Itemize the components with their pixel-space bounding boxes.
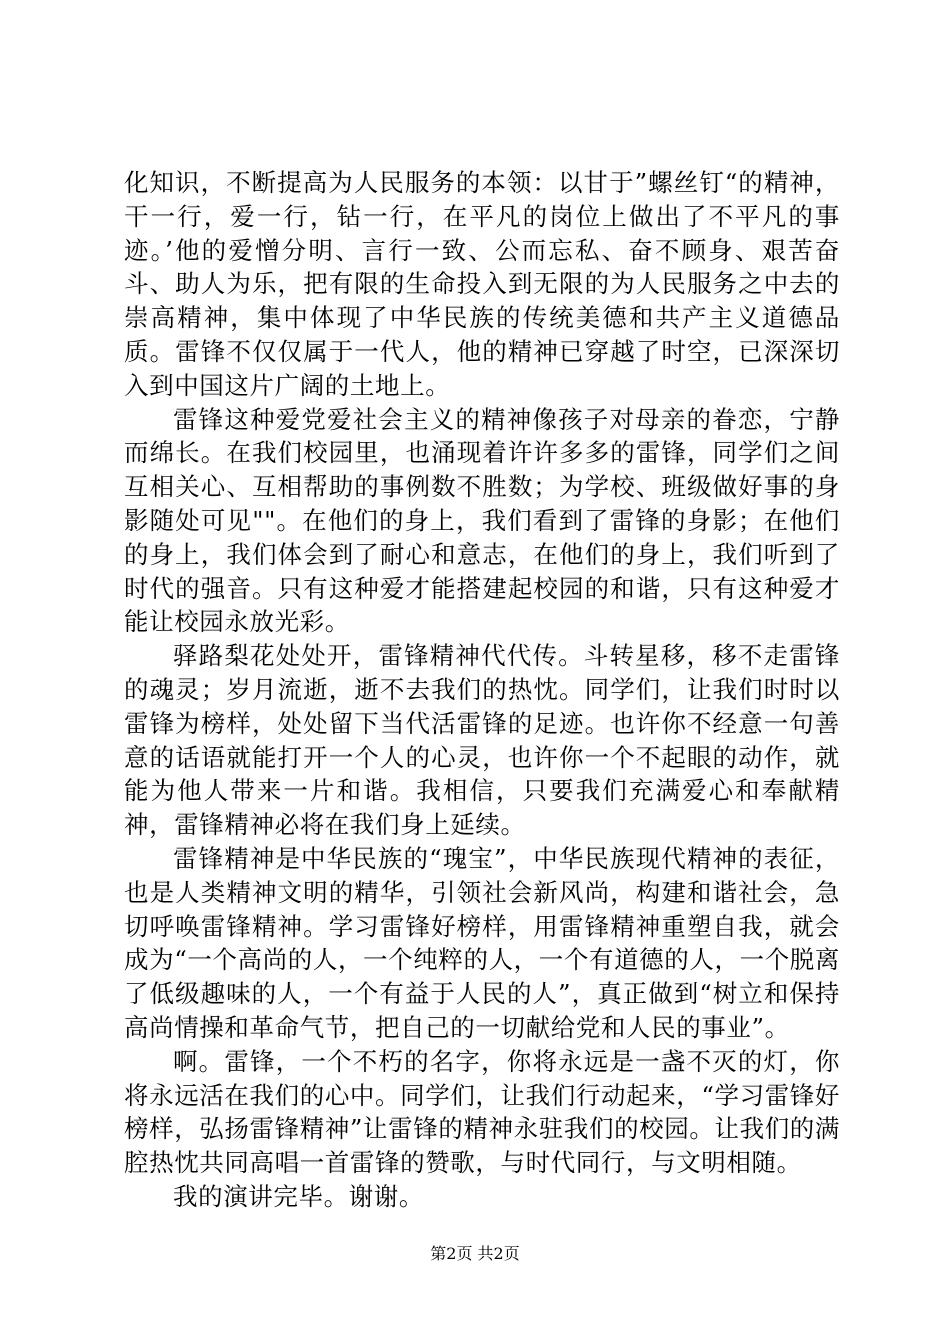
paragraph: 驿路梨花处处开，雷锋精神代代传。斗转星移，移不走雷锋的魂灵；岁月流逝，逝不去我们的热忱。同学们，让我们时时以雷锋为榜样，处处留下当代活雷锋的足迹。也许你不经意一句善意的话语就能打开一个人的心灵，也许你一个不起眼的动作，就能为他人带来一片和谐。我相信，只要我们充满爱心和奉献精神，雷锋精神必将在我们身上延续。 — [124, 641, 840, 840]
paragraph: 啊。雷锋，一个不朽的名字，你将永远是一盏不灭的灯，你将永远活在我们的心中。同学们，让我们行动起来，“学习雷锋好榜样，弘扬雷锋精神”让雷锋的精神永驻我们的校园。让我们的满腔热忱共同高唱一首雷锋的赞歌，与时代同行，与文明相随。 — [124, 1046, 840, 1178]
paragraph-continuation: 化知识，不断提高为人民服务的本领：以甘于”螺丝钉“的精神，干一行，爱一行，钻一行，在平凡的岗位上做出了不平凡的事迹。’他的爱憎分明、言行一致、公而忘私、奋不顾身、艰苦奋斗、助人为乐，把有限的生命投入到无限的为人民服务之中去的崇高精神，集中体现了中华民族的传统美德和共产主义道德品质。雷锋不仅仅属于一代人，他的精神已穿越了时空，已深深切入到中国这片广阔的土地上。 — [124, 168, 840, 400]
paragraph-closing: 我的演讲完毕。谢谢。 — [173, 1181, 424, 1211]
page-number-footer: 第2页 共2页 — [430, 1244, 520, 1263]
document-body — [124, 166, 840, 1214]
paragraph: 雷锋这种爱党爱社会主义的精神像孩子对母亲的眷恋，宁静而绵长。在我们校园里，也涌现着许许多多的雷锋，同学们之间互相关心、互相帮助的事例数不胜数；为学校、班级做好事的身影随处可见""。在他们的身上，我们看到了雷锋的身影；在他们的身上，我们体会到了耐心和意志，在他们的身上，我们听到了时代的强音。只有这种爱才能搭建起校园的和谐，只有这种爱才能让校园永放光彩。 — [124, 404, 840, 637]
paragraph: 雷锋精神是中华民族的“瑰宝”，中华民族现代精神的表征，也是人类精神文明的精华，引领社会新风尚，构建和谐社会，急切呼唤雷锋精神。学习雷锋好榜样，用雷锋精神重塑自我，就会成为“一个高尚的人，一个纯粹的人，一个有道德的人，一个脱离了低级趣味的人，一个有益于人民的人”，真正做到“树立和保持高尚情操和革命气节，把自己的一切献给党和人民的事业”。 — [124, 843, 840, 1042]
